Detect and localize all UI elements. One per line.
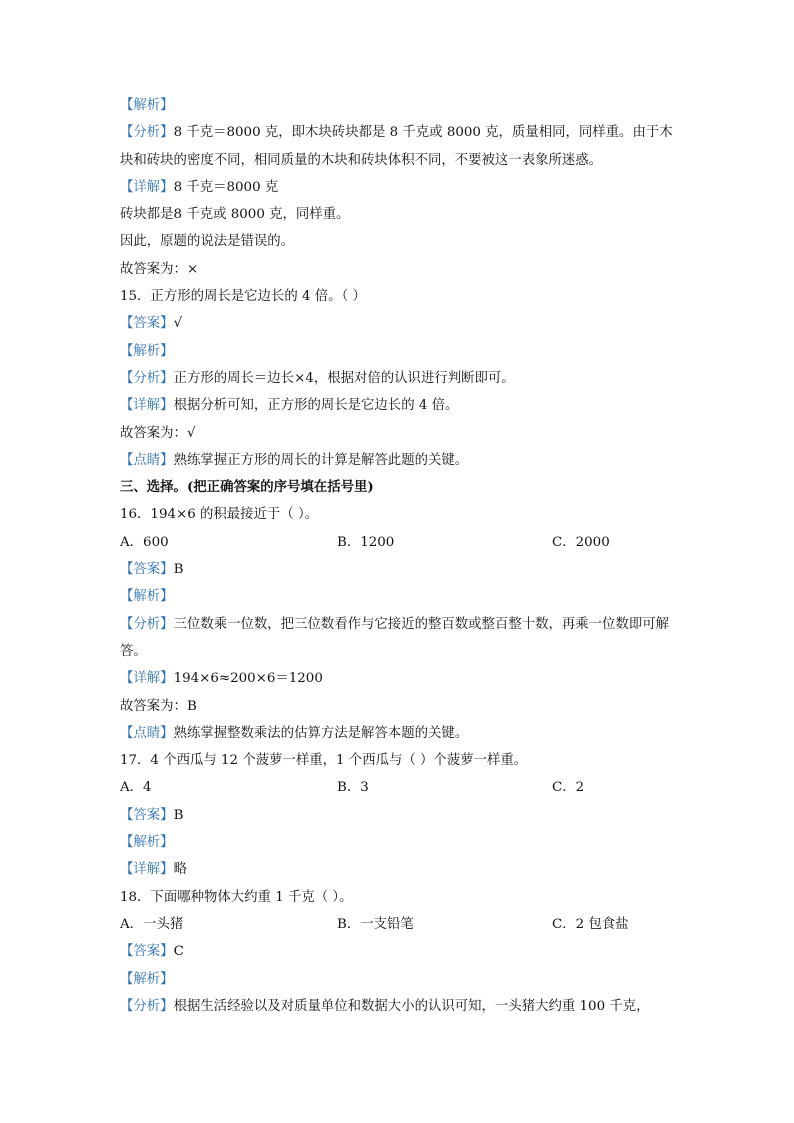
line-text: 8 千克＝8000 克，即木块砖块都是 8 千克或 8000 克，质量相同，同样重。由于木块和砖块的密度不同，相同质量的木块和砖块体积不同，不要被这一表象所迷惑。 [120, 125, 673, 168]
text-line [120, 583, 680, 610]
section-heading [120, 474, 680, 501]
section-tag: 【分析】 [120, 370, 174, 386]
section-tag: 【详解】 [120, 398, 174, 414]
line-text: 三位数乘一位数，把三位数看作与它接近的整百数或整百整十数，再乘一位数即可解答。 [120, 616, 670, 659]
line-text: 三、选择。(把正确答案的序号填在括号里) [120, 479, 374, 496]
section-tag: 【点睛】 [120, 452, 174, 468]
line-text: 故答案为：× [120, 261, 199, 277]
option-c: C．2 [552, 780, 585, 796]
text-line [120, 501, 680, 528]
section-tag: 【解析】 [120, 971, 174, 987]
section-tag: 【答案】 [120, 944, 174, 960]
section-tag: 【答案】 [120, 562, 174, 578]
line-text: 熟练掌握整数乘法的估算方法是解答本题的关键。 [173, 725, 469, 741]
text-line [120, 802, 680, 829]
line-text: 15．正方形的周长是它边长的 4 倍。（ ） [120, 289, 366, 305]
text-line [120, 966, 680, 993]
option-b: B．3 [337, 780, 369, 796]
section-tag: 【详解】 [120, 671, 174, 687]
text-line [120, 283, 680, 310]
section-tag: 【答案】 [120, 316, 174, 332]
text-line [120, 611, 680, 666]
line-text: 熟练掌握正方形的周长的计算是解答此题的关键。 [173, 452, 469, 468]
text-line [120, 228, 680, 255]
section-tag: 【点睛】 [120, 725, 174, 741]
text-line [120, 201, 680, 228]
text-line [120, 993, 680, 1020]
section-tag: 【解析】 [120, 835, 174, 851]
option-c: C．2000 [552, 534, 610, 550]
text-line [120, 174, 680, 201]
text-line [120, 310, 680, 337]
text-line [120, 420, 680, 447]
line-text: 正方形的周长＝边长×4，根据对倍的认识进行判断即可。 [173, 370, 515, 386]
text-line [120, 938, 680, 965]
line-text: 根据生活经验以及对质量单位和数据大小的认识可知，一头猪大约重 100 千克， [173, 998, 650, 1014]
line-text: 18．下面哪种物体大约重 1 千克（ ）。 [120, 889, 353, 905]
text-line [120, 556, 680, 583]
section-tag: 【解析】 [120, 589, 174, 605]
line-text: B [173, 562, 184, 578]
text-line [120, 447, 680, 474]
option-a: A．一头猪 [120, 916, 184, 932]
line-text: 8 千克＝8000 克 [173, 179, 279, 195]
text-line [120, 119, 680, 174]
line-text: 因此，原题的说法是错误的。 [120, 234, 295, 250]
section-tag: 【分析】 [120, 125, 174, 141]
line-text: 17．4 个西瓜与 12 个菠萝一样重，1 个西瓜与（ ）个菠萝一样重。 [120, 753, 528, 769]
text-line [120, 92, 680, 119]
line-text: B [173, 807, 184, 823]
option-row [120, 911, 680, 938]
line-text: √ [173, 316, 183, 332]
section-tag: 【解析】 [120, 343, 174, 359]
section-tag: 【详解】 [120, 179, 174, 195]
option-row [120, 529, 680, 556]
line-text: 略 [173, 862, 187, 878]
line-text: C [173, 944, 184, 960]
line-text: 砖块都是8 千克或 8000 克，同样重。 [120, 207, 350, 223]
text-line [120, 392, 680, 419]
text-line [120, 747, 680, 774]
section-tag: 【答案】 [120, 807, 174, 823]
section-tag: 【详解】 [120, 862, 174, 878]
text-line [120, 256, 680, 283]
line-text: 故答案为：B [120, 698, 197, 714]
text-line [120, 665, 680, 692]
section-tag: 【分析】 [120, 998, 174, 1014]
line-text: 16．194×6 的积最接近于（ ）。 [120, 507, 319, 523]
section-tag: 【分析】 [120, 616, 174, 632]
section-tag: 【解析】 [120, 98, 174, 113]
option-b: B．一支铅笔 [337, 916, 414, 932]
line-text: 根据分析可知，正方形的周长是它边长的 4 倍。 [173, 398, 459, 414]
line-text: 194×6≈200×6＝1200 [173, 671, 323, 687]
text-line [120, 693, 680, 720]
text-line [120, 829, 680, 856]
text-line [120, 365, 680, 392]
text-line [120, 338, 680, 365]
text-line [120, 884, 680, 911]
document-page [120, 92, 680, 1020]
text-line [120, 720, 680, 747]
text-line [120, 856, 680, 883]
option-a: A．4 [120, 780, 152, 796]
option-a: A．600 [120, 534, 169, 550]
option-c: C．2 包食盐 [552, 916, 629, 932]
option-row [120, 774, 680, 801]
line-text: 故答案为：√ [120, 425, 196, 441]
option-b: B．1200 [337, 534, 395, 550]
